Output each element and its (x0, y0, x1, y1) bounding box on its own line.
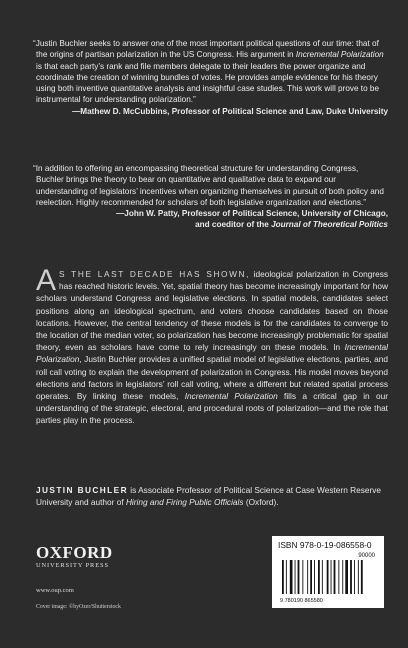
publisher-url: www.oup.com (36, 587, 74, 594)
endorsement-attribution: —John W. Patty, Professor of Political Science, University of Chicago, and coeditor of the Journal of Theoretical Politics (116, 209, 388, 230)
barcode-bar (354, 560, 355, 594)
book-title-italic: Incremental Polarization (295, 50, 384, 60)
barcode-bar (345, 560, 348, 594)
publisher-name: OXFORD (36, 543, 113, 562)
isbn-label: ISBN 978-0-19-086558-0 (278, 540, 372, 550)
barcode-bar (302, 560, 303, 594)
author-name: JUSTIN BUCHLER (36, 485, 128, 495)
endorsement-mccubbins (33, 38, 388, 117)
barcode-bar (295, 560, 296, 594)
barcode-bar (361, 560, 363, 594)
barcode-bar (358, 560, 359, 594)
lead-in: S THE LAST DECADE HAS SHOWN, (59, 269, 251, 279)
barcode-bar (307, 560, 308, 594)
barcode-bar (298, 560, 300, 594)
cover-image-credit: Cover image: ©byOzer/Shutterstock (36, 604, 121, 610)
author-bio: JUSTIN BUCHLER is Associate Professor of Political Science at Case Western Reserve University and author of Hiring and Firing Public Officials (Oxford). (36, 485, 382, 508)
barcode-icon (278, 560, 378, 604)
barcode-bar (350, 560, 352, 594)
barcode-bar (314, 560, 315, 594)
endorsement-text: “In addition to offering an encompassing theoretical structure for understanding Congress, Buchler brings the theory to bear on quantitative and qualitative data to expand our understanding of legislators’ incentives when organizing themselves in pursuit of both policy and reelection. Highly recommended for scholars of both legislative organization and elections.” (33, 164, 384, 207)
endorsement-attribution: —Mathew D. McCubbins, Professor of Political Science and Law, Duke University (72, 106, 388, 116)
endorsement-patty (33, 163, 388, 231)
barcode-digits: 9 780190 865580 (280, 598, 323, 604)
barcode-bar (327, 560, 329, 594)
isbn-barcode (272, 536, 384, 608)
book-description: AS THE LAST DECADE HAS SHOWN, ideological polarization in Congress has reached historic levels. Yet, spatial theory has become increasingly important for how scholars understand Congress and legislative elections. In spatial models, candidates select positions along an ideological spectrum, and voters choose candidates based on those locations. However, the central tendency of these models is for the candidates to converge to the location of the median voter, so polarization has become increasingly problematic for spatial theory, even as scholars have come to rely increasingly on these models. In Incremental Polarization, Justin Buchler provides a unified spatial model of legislative elections, parties, and roll call voting to explain the development of polarization in Congress. His model moves beyond elections and factors in legislators’ roll call voting, where a different but related spatial process operates. By linking these models, Incremental Polarization fills a critical gap in our understanding of the strategic, electoral, and procedural roots of polarization—and the role that parties play in the process. (36, 264, 388, 426)
endorsement-text: “Justin Buchler seeks to answer one of the most important political questions of our time: that of the origins of partisan polarization in the US Congress. His argument in Incremental Polarization is that each party’s rank and file members delegate to their leaders the power organize and coordinate the creation of winning bundles of votes. He provides ample evidence for his theory using both inventive quantitative analysis and insightful case studies. This work will prove to be instrumental for understanding polarization.” (33, 39, 384, 105)
barcode-bar (318, 560, 320, 594)
barcode-bar (286, 560, 287, 594)
barcode-bar (290, 560, 293, 594)
price-code: 90000 (358, 553, 375, 559)
barcode-bar (322, 560, 323, 594)
barcode-bar (282, 560, 284, 594)
barcode-bar (331, 560, 332, 594)
drop-cap: A (36, 264, 57, 297)
barcode-bar (338, 560, 339, 594)
barcode-bar (342, 560, 343, 594)
publisher-subtitle: UNIVERSITY PRESS (36, 562, 109, 569)
barcode-bar (334, 560, 336, 594)
barcode-bar (310, 560, 312, 594)
journal-title-italic: Journal of Theoretical Politics (271, 220, 388, 230)
publisher-logo (36, 543, 113, 594)
